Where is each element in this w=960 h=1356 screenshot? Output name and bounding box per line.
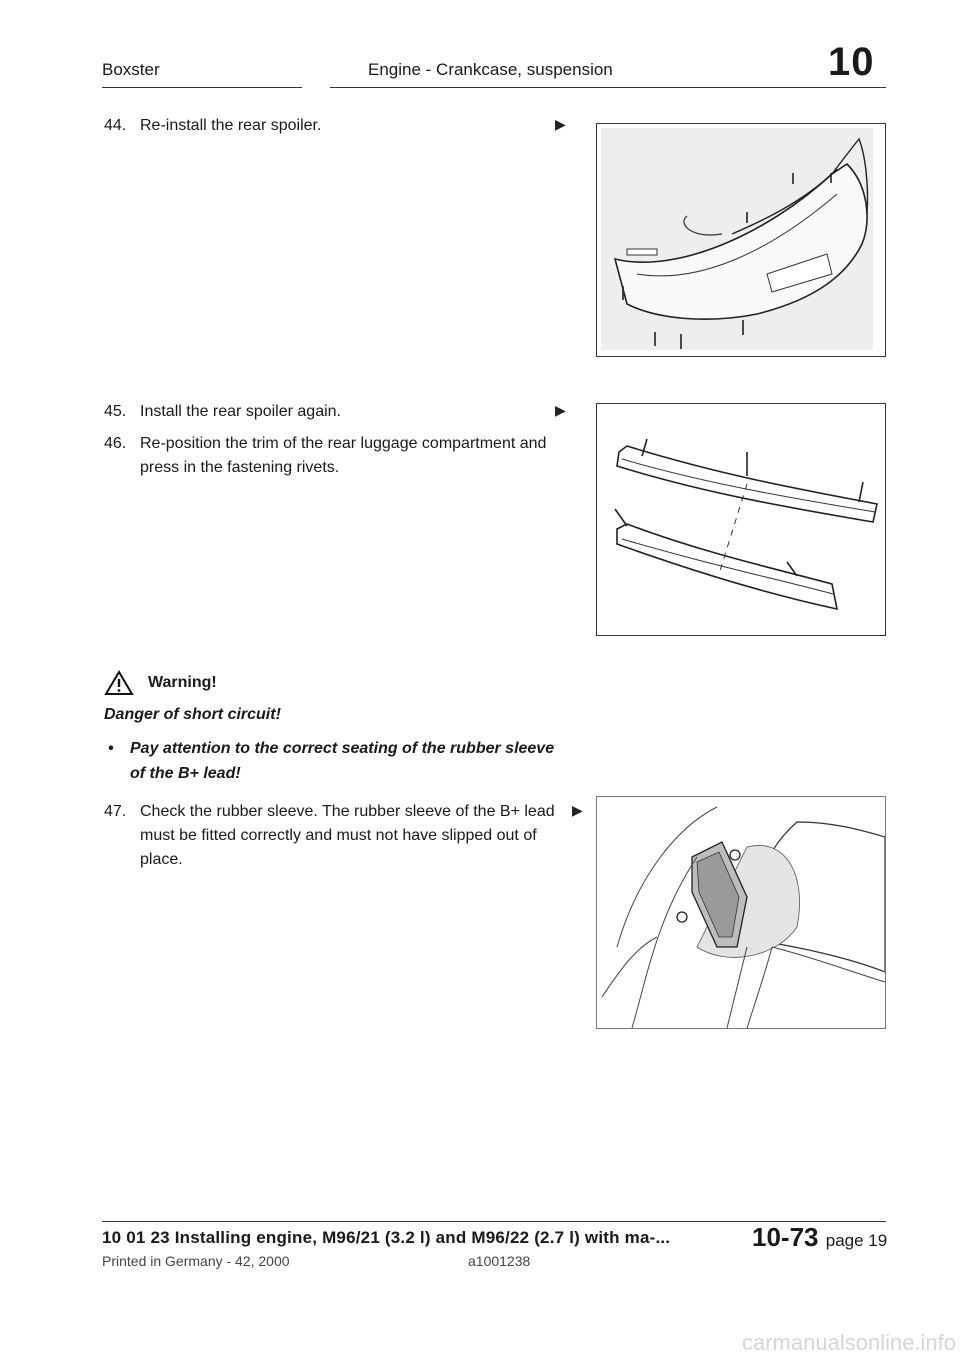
step-number: 45. (104, 403, 127, 420)
page-code: 10-73 (752, 1222, 819, 1252)
chapter-number: 10 (828, 40, 875, 84)
step-44 (104, 114, 564, 138)
figure-pointer-icon: ▶ (572, 802, 583, 818)
header-model: Boxster (102, 60, 160, 79)
rear-bumper-illustration (597, 124, 885, 356)
step-number: 44. (104, 117, 127, 134)
warning-title: Warning! (148, 674, 217, 691)
step-text-line2: press in the fastening rivets. (140, 459, 340, 476)
footer-printed: Printed in Germany - 42, 2000 (102, 1253, 290, 1269)
step-number: 47. (104, 803, 127, 820)
figure-pointer-icon: ▶ (555, 402, 566, 418)
warning-triangle-icon (104, 670, 134, 701)
step-text-line1: Re-position the trim of the rear luggage compartment and (140, 435, 547, 452)
warning-bullet-line2: of the B+ lead! (130, 765, 241, 782)
figure-rear-spoiler (596, 123, 886, 357)
footer-title: 10 01 23 Installing engine, M96/21 (3.2 l) and M96/22 (2.7 l) with ma-... (102, 1228, 671, 1247)
page-number (752, 1222, 887, 1253)
step-text: Install the rear spoiler again. (140, 403, 341, 420)
rubber-sleeve-illustration (597, 797, 885, 1028)
figure-rubber-sleeve (596, 796, 886, 1029)
bullet-dot-icon: • (108, 740, 114, 757)
header-rule-right (330, 87, 886, 88)
step-text-line1: Check the rubber sleeve. The rubber sleeve of the B+ lead (140, 803, 555, 820)
step-47 (104, 800, 574, 868)
footer-code: a1001238 (468, 1253, 531, 1269)
watermark: carmanualsonline.info (742, 1330, 957, 1355)
step-text: Re-install the rear spoiler. (140, 117, 322, 134)
step-text-line2: must be fitted correctly and must not have slipped out of place. (140, 827, 537, 868)
figure-trim-rivets (596, 403, 886, 636)
step-46 (104, 432, 564, 480)
trim-panel-illustration (597, 404, 885, 635)
step-number: 46. (104, 435, 127, 452)
warning-danger: Danger of short circuit! (104, 706, 281, 723)
header-rule-left (102, 87, 302, 88)
header-section: Engine - Crankcase, suspension (368, 60, 613, 79)
page-label: page 19 (825, 1231, 888, 1250)
warning-bullet-line1: Pay attention to the correct seating of the rubber sleeve (130, 740, 555, 757)
step-45 (104, 400, 564, 424)
figure-pointer-icon: ▶ (555, 116, 566, 132)
